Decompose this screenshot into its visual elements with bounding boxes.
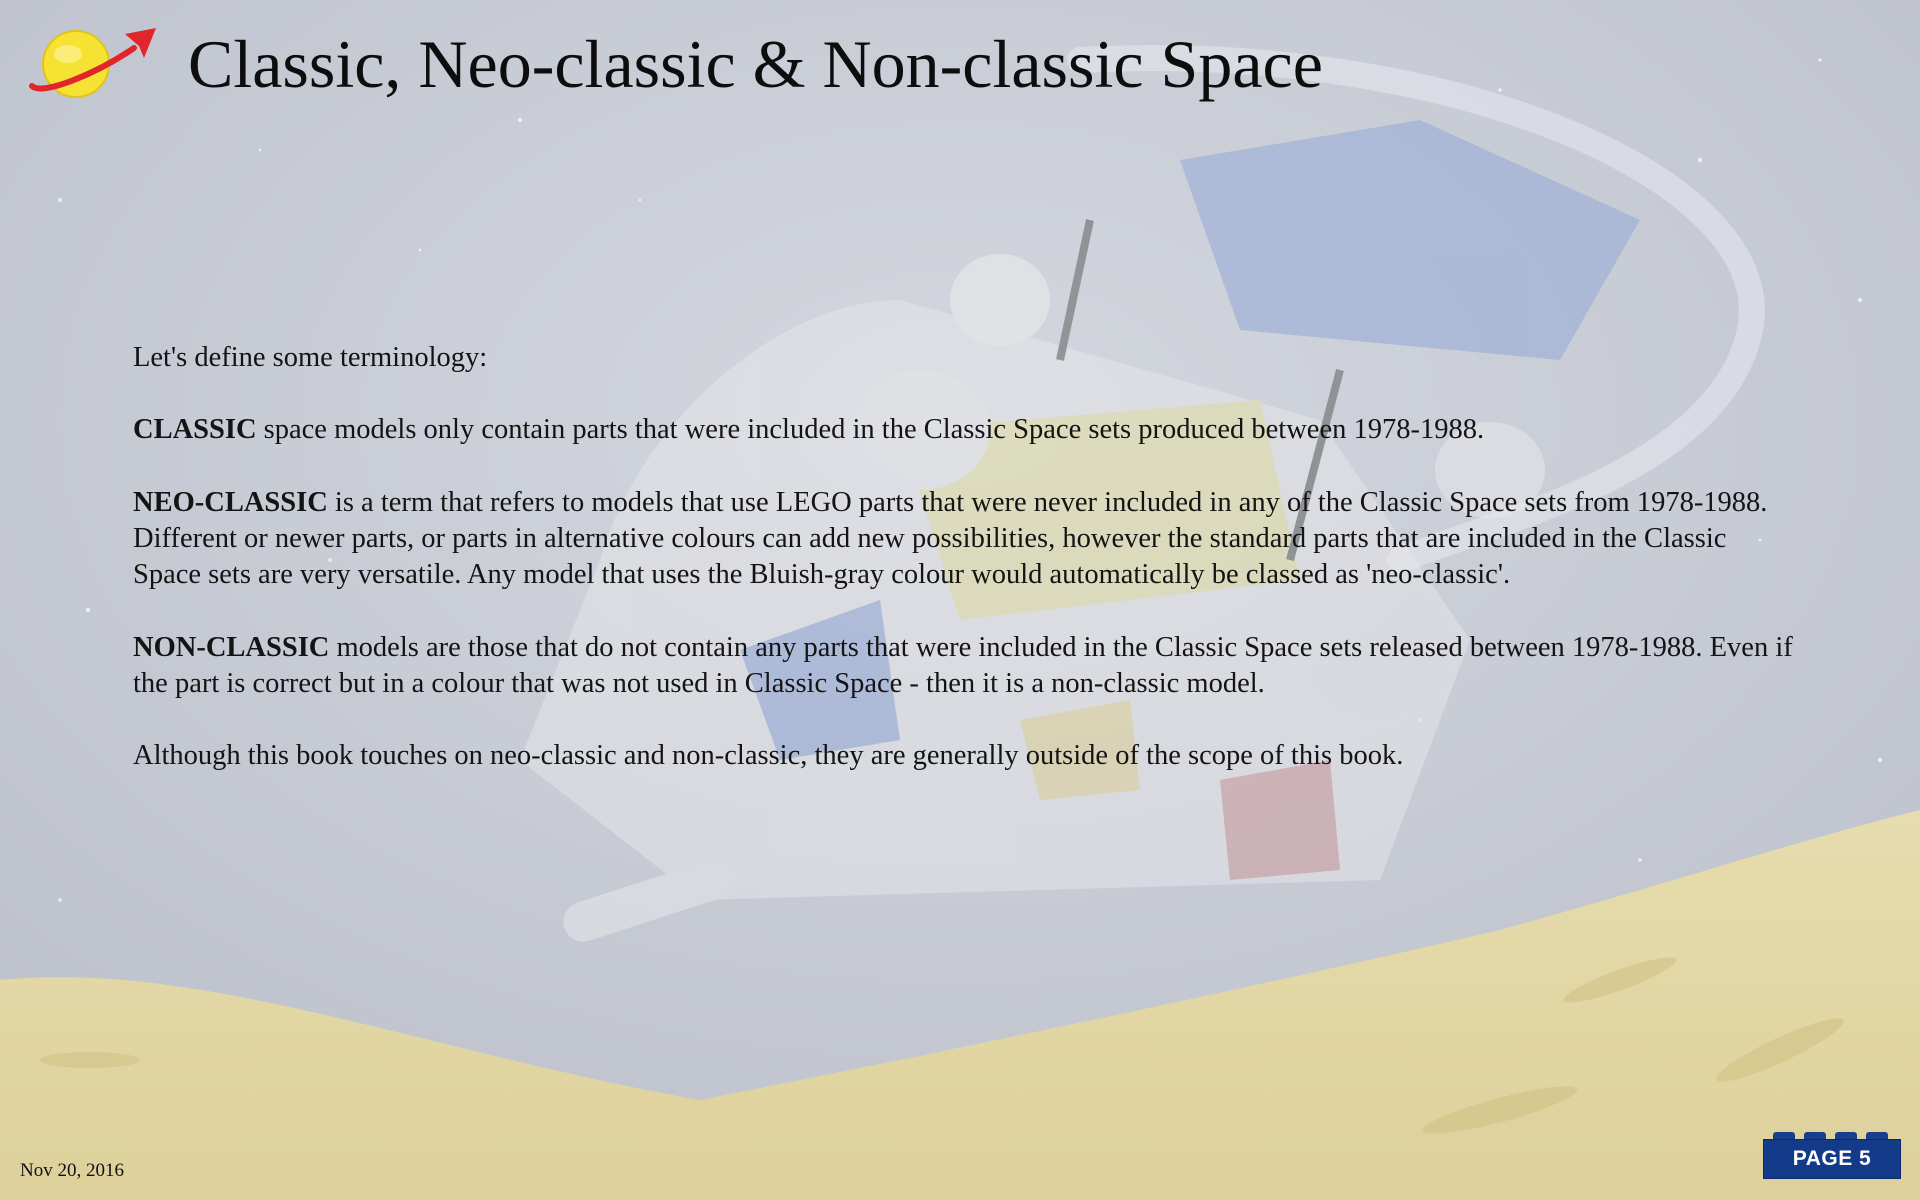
- intro-text: Let's define some terminology:: [133, 342, 488, 373]
- neo-classic-paragraph: [133, 485, 1793, 594]
- neo-classic-definition: is a term that refers to models that use LEGO parts that were never included in any of the Classic Space sets from 1978-1988. Different or newer parts, or parts in alternative colours can add new possibilities, however the standard parts that are included in the Classic Space sets are very versatile. Any model that uses the Bluish-gray colour would automatically be classed as 'neo-classic'.: [133, 486, 1768, 591]
- page-number-badge: [1763, 1132, 1901, 1180]
- non-classic-definition: models are those that do not contain any parts that were included in the Classic Space sets released between 1978-1988. Even if the part is correct but in a colour that was not used in Classic Space - then it is a non-classic model.: [133, 631, 1793, 699]
- closing-paragraph: [133, 738, 1793, 774]
- classic-paragraph: [133, 412, 1793, 448]
- terminology-text: [133, 340, 1793, 811]
- classic-term: CLASSIC: [133, 414, 257, 446]
- non-classic-paragraph: [133, 630, 1793, 702]
- classic-space-logo-icon: [26, 22, 162, 100]
- closing-text: Although this book touches on neo-classic and non-classic, they are generally outside of the scope of this book.: [133, 740, 1404, 772]
- neo-classic-term: NEO-CLASSIC: [133, 486, 328, 518]
- non-classic-term: NON-CLASSIC: [133, 631, 330, 663]
- document-date: Nov 20, 2016: [20, 1160, 124, 1181]
- classic-definition: space models only contain parts that were included in the Classic Space sets produced between 1978-1988.: [256, 414, 1485, 446]
- intro-paragraph: [133, 340, 1793, 376]
- page-title: Classic, Neo-classic & Non-classic Space: [188, 26, 1323, 102]
- page-number-label: PAGE 5: [1763, 1139, 1901, 1179]
